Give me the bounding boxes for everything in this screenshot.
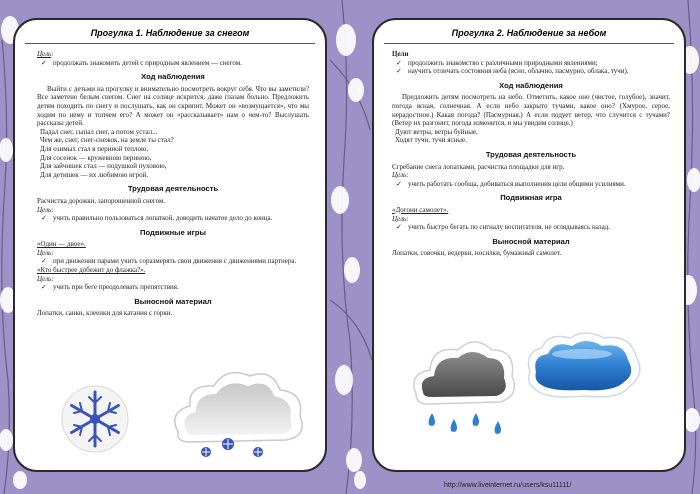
left-poem-line: Для озимых стал я периной теплою, xyxy=(40,144,148,153)
right-goal-label: Цели xyxy=(392,50,409,58)
left-game2-goal-label: Цель: xyxy=(37,274,54,283)
right-poem-line: Ходят тучи, тучи ясные. xyxy=(395,136,467,145)
left-game1-title: «Один — двое». xyxy=(37,240,86,249)
left-material-text: Лопатки, санки, клеенки для катания с горки. xyxy=(37,309,173,318)
right-game-goal-label: Цель: xyxy=(392,214,409,223)
left-poem-line: Для зайчишек стал — подушкой пуховою, xyxy=(40,162,167,171)
right-labor-goal-item: ✓ учить работать сообща, добиваться выполнения цели общими усилиями. xyxy=(392,180,670,189)
left-goal-label: Цель xyxy=(37,50,52,58)
blue-cloud-icon xyxy=(524,330,644,404)
right-content xyxy=(392,50,670,258)
left-game1-goal-item: ✓ при движении парами учить соразмерять свои движения с движениями партнера. xyxy=(37,257,309,266)
left-game2-title: «Кто быстрее добежит до флажка?». xyxy=(37,266,146,275)
left-title: Прогулка 1. Наблюдение за снегом xyxy=(90,28,250,38)
right-title: Прогулка 2. Наблюдение за небом xyxy=(451,28,607,38)
right-goal-item: ✓ научить отличать состояния неба (ясно, облачно, пасмурно, облака, тучи). xyxy=(392,67,670,76)
rain-cloud-icon xyxy=(408,336,520,440)
right-labor-goal-label: Цель: xyxy=(392,171,409,180)
right-labor-text: Сгребание снега лопатками, расчистка площадки для игр. xyxy=(392,162,565,171)
left-poem-line: Падал снег, сыпал снег, а потом устал... xyxy=(40,127,158,136)
left-goal-item: ✓ продолжать знакомить детей с природным явлением — снегом. xyxy=(37,59,309,68)
footer-url: http://www.liveinternet.ru/users/ksu11111/ xyxy=(444,482,572,489)
left-labor-heading: Трудовая деятельность xyxy=(127,184,219,194)
right-goal-item: ✓ продолжить знакомство с различными природными явлениями; xyxy=(392,59,670,68)
left-content: Цель: ✓ продолжать знакомить детей с природным явлением — снегом. Ход наблюдения Выйти с детьми на прогулку и внимательно посмотреть вокруг себя. Что вы заметили? Все заметено белым снегом. Снег на солнце искрится, даже глазам больно. Предложить детям походить по снегу и послушать, как он скрипит. Может он «возмущается», что мы ходим по нему и топчем его? А может он «рассказывает» нам о чем-то? Выслушать рассказы детей. Падал снег, сыпал снег, а потом устал... Чем же, снег, снег-снежок, на земле ты стал? Для озимых стал я периной теплою, Для сосенок — кружевною периною, Для зайчишек стал — подушкой пуховою, Для детишек — их любимою игрой. Трудовая деятельность Расчистка дорожки, запорошенной снегом. Цель: ✓ учить правильно пользоваться лопаткой, доводить начатое дело до конца. Подвижные игры «Один — двое». Цель: ✓ при движении парами учить соразмерять свои движения с движениями партнера. «Кто быстрее добежит до флажка?». Цель: ✓ учить при беге преодолевать препятствия. Выносной материал Лопатки, санки, клеенки для катания с горки. xyxy=(37,50,309,318)
right-game-title: «Догони самолет». xyxy=(392,205,449,214)
right-game-goal-item: ✓ учить быстро бегать по сигналу воспитателя, не оглядываясь назад. xyxy=(392,223,670,232)
left-labor-goal-label: Цель: xyxy=(37,205,54,214)
left-title-divider xyxy=(25,43,315,44)
right-material-heading: Выносной материал xyxy=(492,236,570,246)
left-labor-text: Расчистка дорожки, запорошенной снегом. xyxy=(37,196,166,205)
right-title-divider xyxy=(384,43,674,44)
left-labor-goal-item: ✓ учить правильно пользоваться лопаткой, доводить начатое дело до конца. xyxy=(37,214,309,223)
left-games-heading: Подвижные игры xyxy=(140,227,206,237)
right-labor-heading: Трудовая деятельность xyxy=(485,149,577,159)
left-poem-line: Для сосенок — кружевною периною, xyxy=(40,153,152,162)
left-poem-line: Для детишек — их любимою игрой. xyxy=(40,170,149,179)
right-game-heading: Подвижная игра xyxy=(500,193,562,203)
left-game2-goal-item: ✓ учить при беге преодолевать препятствия. xyxy=(37,283,309,292)
left-course-heading: Ход наблюдения xyxy=(141,72,205,82)
left-poem-line: Чем же, снег, снег-снежок, на земле ты стал? xyxy=(40,136,174,145)
snowflake-icon xyxy=(60,384,130,454)
snow-cloud-icon xyxy=(168,362,308,460)
left-game1-goal-label: Цель: xyxy=(37,248,54,257)
right-course-heading: Ход наблюдения xyxy=(499,80,563,90)
left-course-text: Выйти с детьми на прогулку и внимательно посмотреть вокруг себя. Что вы заметили? Все заметено белым снегом. Снег на солнце искрится, даже глазам больно. Предложить детям походить по снегу и послушать, как он скрипит. Может он «возмущается», что мы ходим по нему и топчем его? А может он «рассказывает» нам о чем-то? Выслушать рассказы детей. xyxy=(37,84,309,128)
right-course-text: Предложить детям посмотреть на небо. Отметить, какое оно (чистое, голубое), значит, погода ясная, солнечная. А если небо закрыто тучами, какое оно? (Хмурое, серое, нерадостное.) Какая погода? (Пасмурная.) А если подует ветер, что случится с тучами? (Ветер их разгонит, погода изменится, и мы увидим солнце.) xyxy=(392,93,670,128)
right-poem-line: Дуют ветры, ветры буйные, xyxy=(395,127,478,136)
left-material-heading: Выносной материал xyxy=(134,296,212,306)
right-material-text: Лопатки, совочки, ведерки, носилки, бумажный самолет. xyxy=(392,249,562,258)
